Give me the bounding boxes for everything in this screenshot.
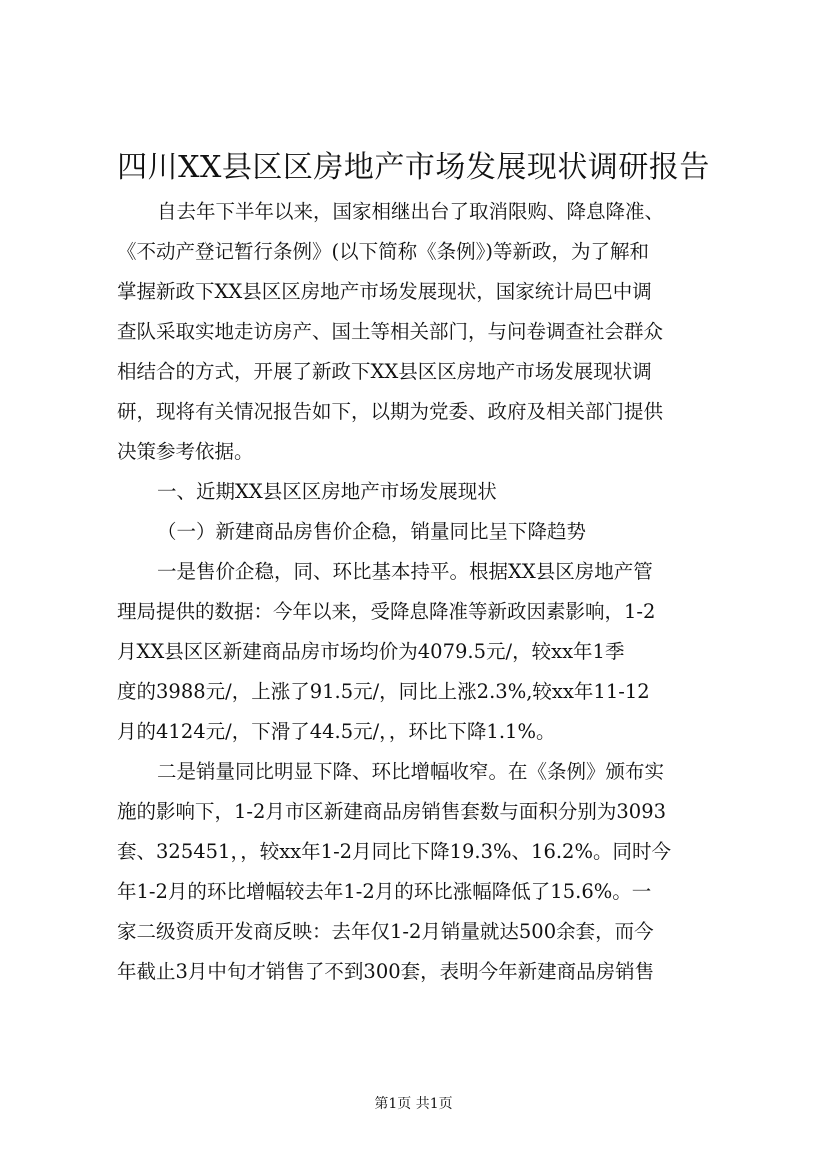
paragraph-line: 二是销量同比明显下降、环比增幅收窄。在《条例》颁布实 [157,760,665,783]
paragraph-line: 决策参考依据。 [117,440,254,463]
document-body [117,192,717,992]
paragraph-line: 施的影响下，1-2月市区新建商品房销售套数与面积分别为3093 [117,800,667,823]
paragraph-line: 自去年下半年以来，国家相继出台了取消限购、降息降准、 [157,200,665,223]
paragraph-line: 套、325451，，较xx年1-2月同比下降19.3%、16.2%。同时今 [117,840,671,863]
paragraph-line: 掌握新政下XX县区区房地产市场发展现状，国家统计局巴中调 [117,280,652,303]
paragraph-line: 相结合的方式，开展了新政下XX县区区房地产市场发展现状调 [117,360,652,383]
paragraph-line: 年1-2月的环比增幅较去年1-2月的环比涨幅降低了15.6%。一 [117,880,652,903]
paragraph-line: 查队采取实地走访房产、国土等相关部门，与问卷调查社会群众 [117,320,664,343]
paragraph-line: 《不动产登记暂行条例》(以下简称《条例》)等新政，为了解和 [117,240,649,263]
section-heading: 一、近期XX县区区房地产市场发展现状 [157,480,497,503]
paragraph-line: 度的3988元/，上涨了91.5元/，同比上涨2.3%,较xx年11-12 [117,680,650,703]
paragraph-line: 家二级资质开发商反映：去年仅1-2月销量就达500余套，而今 [117,920,654,943]
paragraph-line: 月XX县区区新建商品房市场均价为4079.5元/，较xx年1季 [117,640,625,663]
paragraph-line: 理局提供的数据：今年以来，受降息降准等新政因素影响，1-2 [117,600,656,623]
paragraph-line: 一是售价企稳，同、环比基本持平。根据XX县区房地产管 [157,560,653,583]
paragraph-line: 月的4124元/，下滑了44.5元/，，环比下降1.1%。 [117,720,556,743]
page-footer: 第1页 共1页 [374,1096,453,1112]
subsection-heading: （一）新建商品房售价企稳，销量同比呈下降趋势 [157,520,587,543]
paragraph-line: 研，现将有关情况报告如下，以期为党委、政府及相关部门提供 [117,400,664,423]
paragraph-line: 年截止3月中旬才销售了不到300套，表明今年新建商品房销售 [117,960,655,983]
document-title: 四川XX县区区房地产市场发展现状调研报告 [117,150,710,185]
